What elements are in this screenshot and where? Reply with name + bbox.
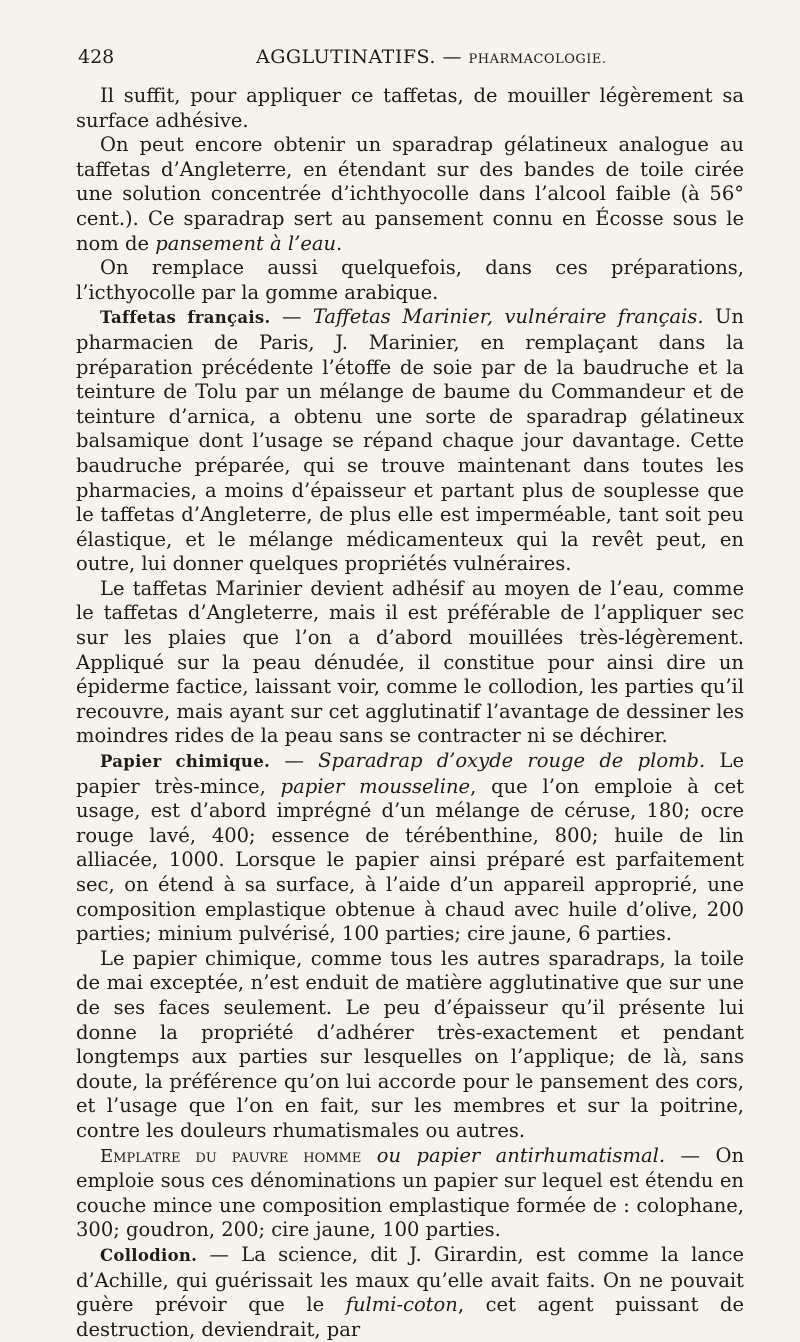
entry-text-emplatre: — On emploie sous ces dénominations un papier sur lequel est étendu en couche mince une composition emplastique formée de : colophane, 300; goudron, 200; cire jaune, 100 parties. [76, 1143, 745, 1242]
paragraph-taffetas-francais [76, 305, 744, 577]
paragraph-emplatre [76, 1144, 744, 1243]
paragraph-2 [76, 133, 744, 256]
paragraph-papier-chimique [76, 749, 744, 947]
entry-italic-papier: Sparadrap d’oxyde rouge de plomb. [318, 749, 706, 773]
entry-italic-taffetas: Taffetas Marinier, vulnéraire français. [312, 305, 704, 329]
entry-italic2-papier: papier mousseline [280, 774, 471, 798]
entry-text2-collodion: , cet agent puissant de destruction, deviendrait, par [76, 1293, 744, 1341]
entry-text1-papier: Le papier très-mince, [76, 749, 744, 798]
paragraph-3: On remplace aussi quelquefois, dans ces préparations, l’icthyocolle par la gomme arabique. [76, 256, 744, 304]
running-title-main: AGGLUTINATIFS. [256, 46, 436, 68]
paragraph-2-italic: pansement à l’eau [155, 231, 337, 255]
entry-keyword-taffetas: Taffetas français. [100, 308, 271, 328]
running-title [256, 46, 607, 68]
entry-keyword-collodion: Collodion. [100, 1245, 198, 1265]
entry-text1-collodion: — La science, dit J. Girardin, est comme la lance d’Achille, qui guérissait les maux qu’elle avait faits. On ne pouvait guère prévoir que le [76, 1242, 744, 1317]
page-body [76, 84, 744, 1342]
paragraph-collodion [76, 1243, 744, 1342]
paragraph-1: Il suffit, pour appliquer ce taffetas, de mouiller légèrement sa surface adhésive. [76, 84, 744, 132]
running-title-subtitle: PHARMACOLOGIE. [468, 52, 607, 67]
entry-keyword-papier: Papier chimique. [100, 752, 271, 772]
paragraph-2-end: . [336, 231, 343, 255]
paragraph-5: Le taffetas Marinier devient adhésif au moyen de l’eau, comme le taffetas d’Angleterre, mais il est préférable de l’appliquer sec sur les plaies que l’on a d’abord mouillées très-légèrement. Appliqué sur la peau dénudée, il constitue pour ainsi dire un épiderme factice, laissant voir, comme le collodion, les parties qu’il recouvre, mais ayant sur cet agglutinatif l’avantage de dessiner les moindres rides de la peau sans se contracter ni se déchirer. [76, 576, 744, 748]
paragraph-7: Le papier chimique, comme tous les autres sparadraps, la toile de mai exceptée, n’est enduit de matière agglutinative que sur une de ses faces seulement. Le peu d’épaisseur qu’il présente lui donne la propriété d’adhérer très-exactement et pendant longtemps aux parties sur lesquelles on l’applique; de là, sans doute, la préférence qu’on lui accorde pour le pansement des cors, et l’usage que l’on en fait, sur les membres et sur la poitrine, contre les douleurs rhumatismales ou autres. [76, 946, 744, 1142]
page-number: 428 [78, 46, 115, 68]
entry-sep-papier: — [270, 749, 319, 773]
entry-keyword-emplatre: Emplatre du pauvre homme [100, 1145, 362, 1167]
entry-text2-papier: , que l’on emploie à cet usage, est d’abord imprégné d’un mélange de céruse, 180; ocre rouge lavé, 400; essence de térébenthine, 800; huile de lin alliacée, 1000. Lorsque le papier ainsi préparé est parfaitement sec, on étend à sa surface, à l’aide d’un appareil approprié, une composition emplastique obtenue à chaud avec huile d’olive, 200 parties; minium pulvérisé, 100 parties; cire jaune, 6 parties. [76, 774, 744, 946]
entry-sep-taffetas: — [270, 305, 313, 329]
entry-italic-collodion: fulmi-coton [345, 1293, 458, 1317]
entry-italic-emplatre: ou papier antirhumatismal. [361, 1143, 666, 1167]
entry-text-taffetas: Un pharmacien de Paris, J. Marinier, en remplaçant dans la préparation précédente l’étoffe de soie par de la baudruche et la teinture de Tolu par un mélange de baume du Commandeur et de teinture d’arnica, a obtenu une sorte de sparadrap gélatineux balsamique dont l’usage se répand chaque jour davantage. Cette baudruche préparée, qui se trouve maintenant dans toutes les pharmacies, a moins d’épaisseur et partant plus de souplesse que le taffetas d’Angleterre, de plus elle est imperméable, tant soit peu élastique, et le mélange médicamenteux qui la revêt peut, en outre, lui donner quelques propriétés vulnéraires. [76, 305, 744, 576]
paragraph-2-text: On peut encore obtenir un sparadrap gélatineux analogue au taffetas d’Angleterre, en étendant sur des bandes de toile cirée une solution concentrée d’ichthyocolle dans l’alcool faible (à 56° cent.). Ce sparadrap sert au pansement connu en Écosse sous le nom de [76, 133, 744, 255]
running-title-dash: — [435, 46, 469, 68]
